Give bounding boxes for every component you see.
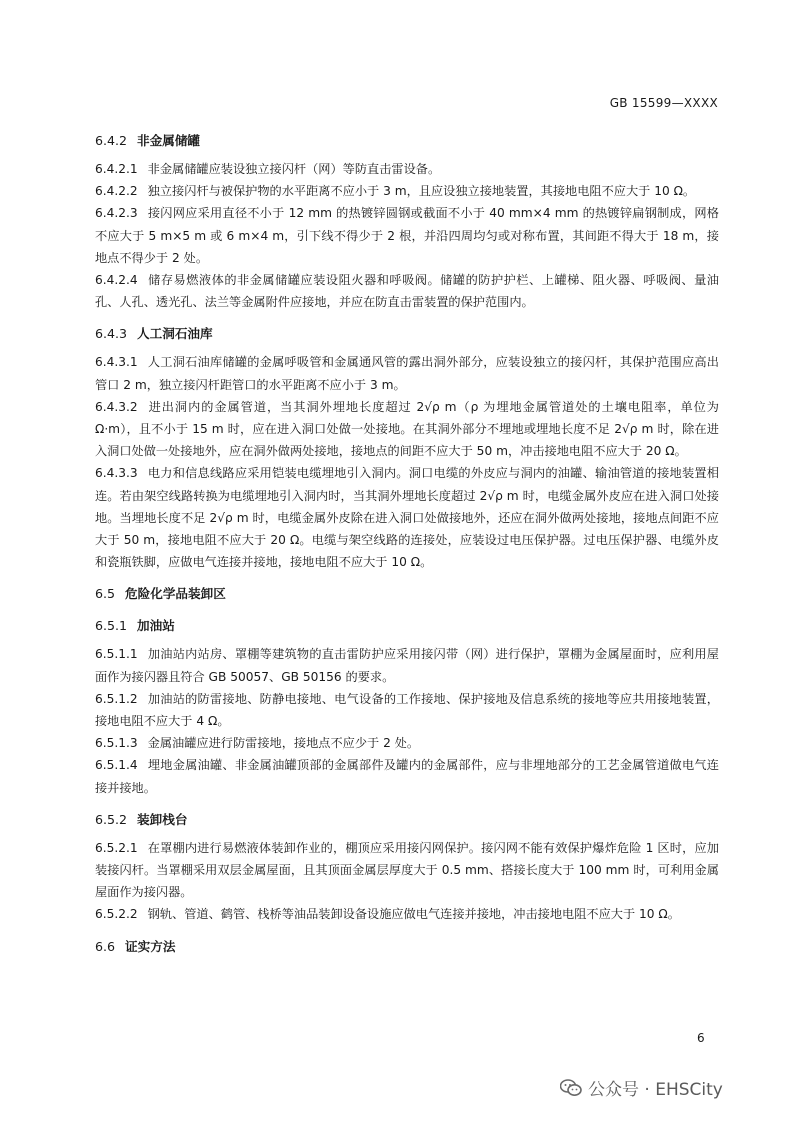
clause-number: 6.4.2 xyxy=(95,133,128,148)
clause-paragraph xyxy=(95,903,719,925)
heading-title: 人工洞石油库 xyxy=(137,326,213,342)
clause-paragraph xyxy=(95,462,719,573)
clause-text: 加油站的防雷接地、防静电接地、电气设备的工作接地、保护接地及信息系统的接地等应共用接地装置，接地电阻不应大于 4 Ω。 xyxy=(95,691,719,729)
clause-paragraph xyxy=(95,688,719,732)
wechat-icon xyxy=(560,1079,582,1097)
clause-text: 钢轨、管道、鹤管、栈桥等油品装卸设备设施应做电气连接并接地，冲击接地电阻不应大于 10 Ω。 xyxy=(147,907,680,922)
clause-text: 非金属储罐应装设独立接闪杆（网）等防直击雷设备。 xyxy=(147,162,441,176)
clause-number: 6.5 xyxy=(95,586,116,602)
clause-number: 6.4.3 xyxy=(95,326,128,342)
watermark-text: 公众号 · EHSCity xyxy=(588,1080,723,1100)
heading-title: 装卸栈台 xyxy=(137,811,188,827)
section-heading xyxy=(95,583,719,605)
section-heading xyxy=(95,936,719,958)
clause-paragraph xyxy=(95,643,719,687)
clause-number: 6.5.2.1 xyxy=(95,840,138,855)
clause-number: 6.4.2.4 xyxy=(95,273,138,288)
clause-number: 6.4.3.1 xyxy=(95,355,138,370)
clause-number: 6.5.2.2 xyxy=(95,907,138,922)
section-heading xyxy=(95,323,719,345)
clause-number: 6.5.1.2 xyxy=(95,691,138,706)
clause-paragraph xyxy=(95,269,719,313)
document-body xyxy=(95,130,719,964)
clause-number: 6.4.2.1 xyxy=(95,162,138,176)
clause-number: 6.4.3.3 xyxy=(95,466,138,481)
heading-title: 危险化学品装卸区 xyxy=(125,586,226,602)
clause-number: 6.4.2.3 xyxy=(95,206,138,221)
clause-text: 独立接闪杆与被保护物的水平距离不应小于 3 m，且应设独立接地装置，其接地电阻不应大于 10 Ω。 xyxy=(147,184,696,199)
heading-title: 非金属储罐 xyxy=(137,133,201,148)
section-heading xyxy=(95,809,719,831)
clause-paragraph xyxy=(95,837,719,904)
clause-paragraph xyxy=(95,754,719,798)
page-number: 6 xyxy=(697,1031,705,1045)
heading-title: 证实方法 xyxy=(125,938,176,954)
clause-text: 进出洞内的金属管道，当其洞外埋地长度超过 2√ρ m（ρ 为埋地金属管道处的土壤电阻率，单位为 Ω·m），且不小于 15 m 时，应在进入洞口处做一处接地。在其洞外部分不埋地或埋地长度不足 2√ρ m 时，除在进入洞口处做一处接地外，应在洞外做两处接地，接地点的间距不应大于 50 m，冲击接地电阻不应大于 20 Ω。 xyxy=(95,399,719,459)
clause-text: 埋地金属油罐、非金属油罐顶部的金属部件及罐内的金属部件，应与非埋地部分的工艺金属管道做电气连接并接地。 xyxy=(95,758,719,795)
clause-text: 电力和信息线路应采用铠装电缆埋地引入洞内。洞口电缆的外皮应与洞内的油罐、输油管道的接地装置相连。若由架空线路转换为电缆埋地引入洞内时，当其洞外埋地长度超过 2√ρ m 时，电缆金属外皮应在进入洞口处接地。当埋地长度不足 2√ρ m 时，电缆金属外皮除在进入洞口处做接地外，还应在洞外做两处接地，接地点间距不应大于 50 m，接地电阻不应大于 20 Ω。电缆与架空线路的连接处，应装设过电压保护器。过电压保护器、电缆外皮和瓷瓶铁脚，应做电气连接并接地，接地电阻不应大于 10 Ω。 xyxy=(95,466,719,570)
heading-title: 加油站 xyxy=(137,618,175,634)
clause-number: 6.5.1 xyxy=(95,618,128,634)
clause-text: 人工洞石油库储罐的金属呼吸管和金属通风管的露出洞外部分，应装设独立的接闪杆，其保护范围应高出管口 2 m，独立接闪杆距管口的水平距离不应小于 3 m。 xyxy=(95,355,719,392)
clause-text: 接闪网应采用直径不小于 12 mm 的热镀锌圆钢或截面不小于 40 mm×4 mm 的热镀锌扁钢制成，网格不应大于 5 m×5 m 或 6 m×4 m，引下线不得少于 2 根，并沿四周均匀或对称布置，其间距不得大于 18 m，接地点不得少于 2 处。 xyxy=(95,206,719,265)
clause-paragraph xyxy=(95,202,719,269)
clause-number: 6.4.2.2 xyxy=(95,184,138,199)
clause-paragraph xyxy=(95,180,719,202)
clause-number: 6.5.2 xyxy=(95,811,128,827)
clause-text: 金属油罐应进行防雷接地，接地点不应少于 2 处。 xyxy=(147,736,420,751)
clause-paragraph xyxy=(95,158,719,180)
section-heading xyxy=(95,615,719,637)
clause-paragraph xyxy=(95,396,719,463)
clause-text: 在罩棚内进行易燃液体装卸作业的，棚顶应采用接闪网保护。接闪网不能有效保护爆炸危险 1 区时，应加装接闪杆。当罩棚采用双层金属屋面，且其顶面金属层厚度大于 0.5 mm、搭接长度大于 100 mm 时，可利用金属屋面作为接闪器。 xyxy=(95,840,719,900)
watermark xyxy=(560,1075,723,1100)
clause-text: 储存易燃液体的非金属储罐应装设阻火器和呼吸阀。储罐的防护护栏、上罐梯、阻火器、呼吸阀、量油孔、人孔、透光孔、法兰等金属附件应接地，并应在防直击雷装置的保护范围内。 xyxy=(95,273,719,310)
clause-paragraph xyxy=(95,351,719,395)
clause-number: 6.5.1.1 xyxy=(95,647,138,662)
section-heading xyxy=(95,130,719,152)
clause-paragraph xyxy=(95,732,719,754)
standard-code: GB 15599—XXXX xyxy=(609,96,718,110)
clause-number: 6.5.1.3 xyxy=(95,736,138,751)
clause-number: 6.5.1.4 xyxy=(95,758,138,773)
clause-number: 6.4.3.2 xyxy=(95,399,138,414)
clause-text: 加油站内站房、罩棚等建筑物的直击雷防护应采用接闪带（网）进行保护，罩棚为金属屋面时，应利用屋面作为接闪器且符合 GB 50057、GB 50156 的要求。 xyxy=(95,647,719,684)
clause-number: 6.6 xyxy=(95,938,116,954)
